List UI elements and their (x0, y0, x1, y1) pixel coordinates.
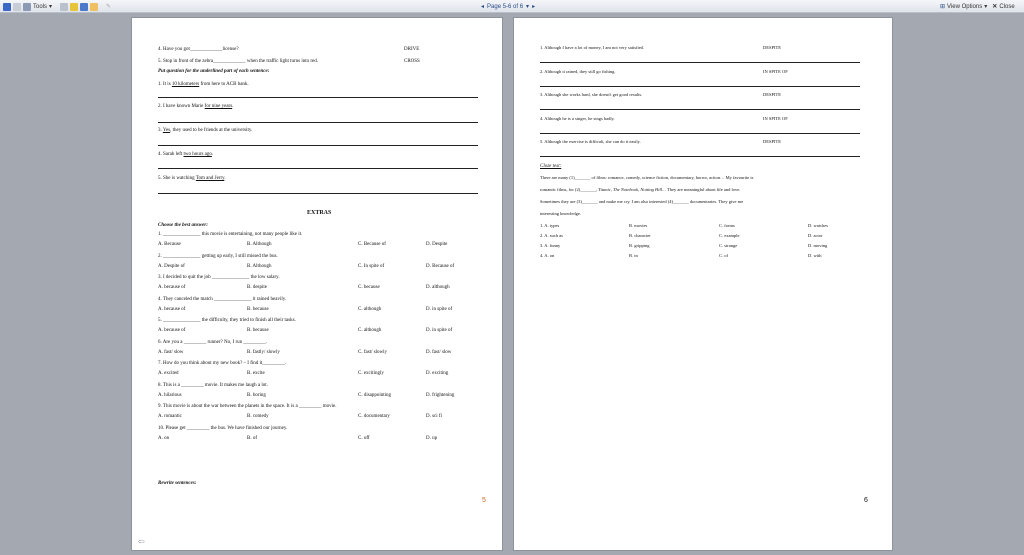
mcq-option: D. although (426, 285, 450, 290)
answer-line (540, 133, 860, 134)
close-button[interactable]: Close (999, 3, 1015, 10)
mcq-option: C. although (358, 306, 382, 312)
cross-item-text: 5. Stop in front of the zebra_____________ when the traffic light turns into red. (158, 59, 319, 64)
mcq-option: C. disappointing (358, 392, 392, 398)
mcq-stem-6: 6. Are you a _________ runner? No, I run _________. (158, 339, 268, 345)
mcq-option: B. of (247, 435, 257, 441)
mcq-stem-5: 5. _______________ the difficulty, they tried to finish all their tasks. (158, 318, 296, 323)
research-icon[interactable] (60, 3, 68, 11)
drive-item-text: 4. Have you got_____________license? (158, 47, 239, 52)
previous-arrow-icon[interactable]: ⇦ (138, 537, 145, 546)
mcq-stem-7: 7. How do you think about my new book? – I find it_________. (158, 361, 287, 366)
mcq-option: A. because of (158, 328, 186, 333)
question-5: 5. She is watching Tom and Jerry. (158, 176, 226, 181)
toolbar-right-group: ⊞ View Options ▾ ✕ Close (940, 3, 1015, 10)
mcq-option: A. because of (158, 306, 186, 312)
cloze-option: B. in (629, 253, 638, 258)
mcq-option: D. in spite of (426, 306, 453, 312)
rewrite-item-5: 5. Although the exercise is difficult, she can do it easily. (540, 139, 641, 144)
answer-line (540, 62, 860, 63)
cloze-option: D. moving (808, 243, 828, 248)
answer-line (158, 97, 478, 98)
mcq-option: A. on (158, 435, 170, 441)
mcq-option: D. in spite of (426, 328, 453, 333)
mcq-option: A. excited (158, 371, 179, 376)
mcq-option: D. frightening (426, 392, 455, 398)
mcq-option: D. sci fi (426, 414, 442, 419)
cloze-option: C. of (719, 253, 728, 258)
rewrite-item-4: 4. Although he is a singer, he sings badly. (540, 115, 615, 121)
cross-keyword: CROSS (404, 59, 420, 64)
save-icon[interactable] (3, 3, 11, 11)
mcq-stem-8: 8. This is a _________ movie. It makes me laugh a lot. (158, 382, 268, 388)
answer-line (540, 109, 860, 110)
mcq-option: B. despite (247, 285, 267, 290)
page-number: 6 (864, 497, 868, 504)
drive-keyword: DRIVE (404, 47, 420, 52)
close-icon[interactable]: ✕ (992, 4, 998, 10)
mcq-option: B. excite (247, 371, 265, 376)
cloze-option: D. actor (808, 233, 823, 238)
cloze-line-3: Sometimes they are (3)_______ and make me cry. I am also interested (4)_______ documentaries. They give me (540, 199, 744, 204)
rewrite-item-1: 1. Although I have a lot of money, I am not very satisfied. (540, 45, 645, 50)
mcq-option: C. although (358, 328, 382, 333)
rewrite-keyword: DESPITE (763, 92, 781, 97)
mcq-option: D. exciting (426, 371, 449, 376)
mcq-option: A. Despite of (158, 263, 185, 269)
cloze-option: 2. A. such as (540, 233, 563, 238)
mcq-option: D. up (426, 435, 438, 441)
toolbar-left-group: Tools ▾ ✎ (3, 2, 111, 11)
cloze-option: D. watches (808, 223, 828, 228)
comment-icon[interactable] (80, 3, 88, 11)
answer-line (158, 145, 478, 146)
mcq-stem-10: 10. Please get _________ the bus. We have finished our journey. (158, 425, 288, 431)
cloze-line-2: romantic films, for (2)_______, Titanic, The Notebook, Notting Hill… They are meaningful about life and love. (540, 187, 741, 192)
question-2: 2. I have known Marie for nine years. (158, 104, 234, 109)
answer-line (158, 168, 478, 169)
mcq-option: A. hilarious (158, 392, 182, 398)
question-4: 4. Sarah left two hours ago. (158, 152, 214, 157)
mcq-option: B. Although (247, 242, 272, 247)
mcq-stem-2: 2. _______________ getting up early, I still missed the bus. (158, 253, 278, 259)
mcq-option: C. excitingly (358, 371, 384, 376)
mcq-option: B. because (247, 306, 269, 312)
mcq-option: B. fastly/ slowly (247, 349, 280, 355)
pen-icon[interactable]: ✎ (106, 4, 112, 10)
previous-page-icon[interactable]: ◂ (481, 4, 485, 10)
answer-line (540, 86, 860, 87)
rewrite-keyword: DESPITE (763, 45, 781, 50)
cloze-option: D. with (808, 253, 822, 258)
mcq-stem-1: 1. _______________ this movie is entertaining, not many people like it. (158, 232, 303, 237)
rewrite-item-2: 2. Although it rained, they still go fishing. (540, 68, 616, 74)
cloze-option: 4. A. on (540, 253, 555, 258)
page-dropdown-icon[interactable]: ▾ (526, 4, 530, 10)
rewrite-keyword: DESPITE (763, 139, 781, 144)
mcq-option: B. comedy (247, 414, 269, 419)
mcq-option: C. because (358, 285, 380, 290)
rewrite-heading: Rewrite sentences: (158, 481, 197, 486)
rewrite-keyword: IN SPITE OF (763, 68, 788, 74)
next-page-icon[interactable]: ▸ (532, 4, 536, 10)
mcq-option: C. off (358, 435, 370, 441)
cloze-line-1: There are many (1)_______ of films: romance, comedy, science fiction, documentary, horror, action… My favourite is (540, 175, 754, 180)
mcq-option: C. documentary (358, 414, 390, 419)
cloze-option: C. forms (719, 223, 735, 228)
mcq-option: B. because (247, 328, 269, 333)
mcq-option: A. romantic (158, 414, 182, 419)
mcq-option: B. boring (247, 392, 266, 398)
cloze-option: B. gripping (629, 243, 650, 248)
extras-title: EXTRAS (307, 210, 332, 216)
choose-heading: Choose the best answer: (158, 223, 208, 228)
tools-icon[interactable] (23, 3, 31, 11)
cloze-line-4: interesting knowledge. (540, 211, 581, 216)
mcq-option: D. Because of (426, 263, 455, 269)
cloze-option: B. movies (629, 223, 648, 228)
page-number: 5 (482, 497, 486, 504)
page-navigator (481, 2, 535, 11)
mcq-option: A. fast/ slow (158, 349, 184, 355)
rewrite-item-3: 3. Although she works hard, she doesn't get good results. (540, 92, 643, 97)
page-indicator[interactable]: Page 5-6 of 6 (487, 3, 524, 10)
tools-menu[interactable]: Tools (33, 3, 48, 10)
cloze-option: C. example (719, 233, 740, 238)
cloze-option: B. character (629, 233, 651, 238)
mcq-option: A. because of (158, 285, 186, 290)
mcq-option: C. In spite of (358, 263, 385, 269)
mcq-stem-3: 3. I decided to quit the job _______________ the low salary. (158, 275, 280, 280)
highlight-icon[interactable] (70, 3, 78, 11)
mcq-option: C. fast/ slowly (358, 349, 388, 355)
mcq-stem-9: 9. This movie is about the war between the planets in the space. It is a _________ movie. (158, 404, 337, 409)
mcq-stem-4: 4. They canceled the match _______________ it rained heavily. (158, 296, 287, 302)
mcq-option: C. Because of (358, 242, 386, 247)
folder-icon[interactable] (90, 3, 98, 11)
view-options-icon[interactable]: ⊞ (940, 4, 946, 10)
answer-line (540, 156, 860, 157)
cloze-heading: Cloze test: (540, 164, 562, 169)
reader-toolbar (0, 0, 1024, 13)
mcq-option: B. Although (247, 263, 272, 269)
answer-line (158, 122, 478, 123)
mcq-option: D. fast/ slow (426, 349, 452, 355)
question-3: 3. Yes, they used to be friends at the university. (158, 128, 253, 133)
cloze-option: 1. A. types (540, 223, 560, 228)
mcq-option: D. Despite (426, 242, 448, 247)
question-1: 1. It is 10 kilometers from here to ACB bank. (158, 82, 249, 87)
page-6 (513, 17, 893, 551)
print-icon[interactable] (13, 3, 21, 11)
view-options-menu[interactable]: View Options (947, 3, 983, 10)
mcq-option: A. Because (158, 242, 181, 247)
answer-line (158, 193, 478, 194)
cloze-option: C. strange (719, 243, 738, 248)
page-5 (131, 17, 503, 551)
underlined-part-heading: Put question for the underlined part of each sentence: (158, 69, 270, 74)
rewrite-keyword: IN SPITE OF (763, 115, 788, 121)
cloze-option: 3. A. funny (540, 243, 561, 248)
